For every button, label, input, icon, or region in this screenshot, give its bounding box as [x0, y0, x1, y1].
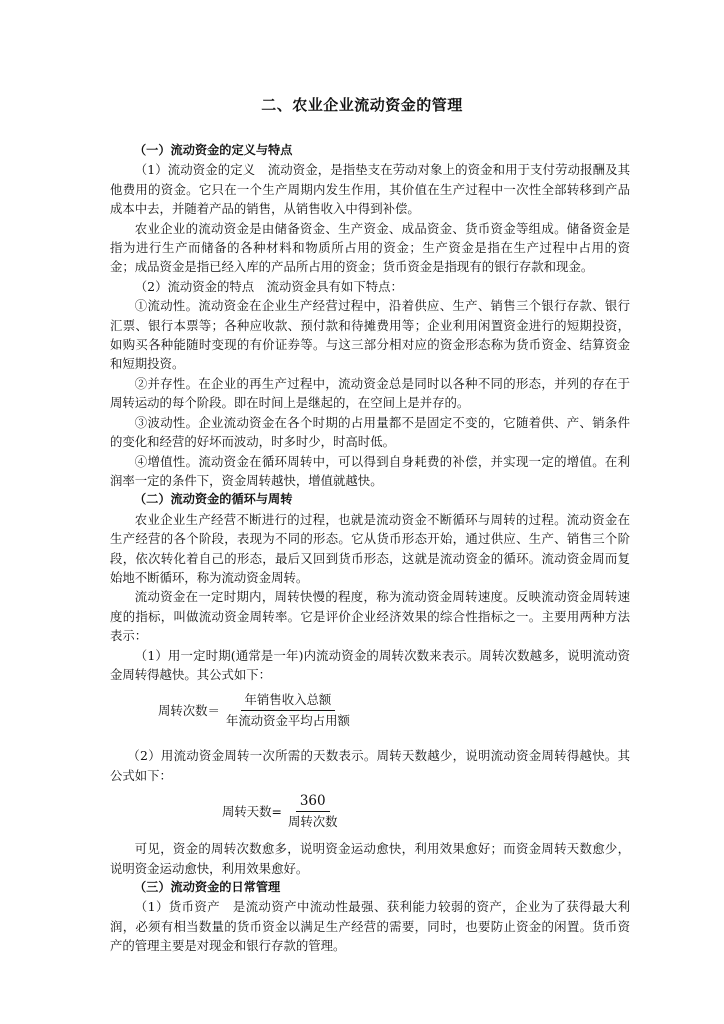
formula-turnover-days: [110, 789, 630, 833]
document-body: [110, 141, 630, 956]
formula-1-numerator: 年销售收入总额: [241, 692, 336, 711]
paragraph-definition: （1）流动资金的定义 流动资金，是指垫支在劳动对象上的资金和用于支付劳动报酬及其他费用的资金。它只在一个生产周期内发生作用，其价值在生产过程中一次性全部转移到产品成本中去，并随着产品的销售，从销售收入中得到补偿。: [110, 162, 630, 217]
paragraph-method-1: （1）用一定时期(通常是一年)内流动资金的周转次数来表示。周转次数越多，说明流动资金周转得越快。其公式如下：: [110, 647, 630, 682]
paragraph-coexistence: ②并存性。在企业的再生产过程中，流动资金总是同时以各种不同的形态，并列的存在于周转运动的每个阶段。即在时间上是继起的，在空间上是并存的。: [110, 375, 630, 411]
formula-turnover-count: [110, 686, 630, 734]
page-title: 二、农业企业流动资金的管理: [261, 96, 463, 114]
paragraph-method-2: （2）用流动资金周转一次所需的天数表示。周转天数越少，说明流动资金周转得越快。其公式如下：: [110, 748, 630, 783]
section-heading-2: （二）流动资金的循环与周转: [134, 492, 293, 507]
paragraph-characteristics-intro: （2）流动资金的特点 流动资金具有如下特点：: [134, 278, 403, 294]
section-heading-1: （一）流动资金的定义与特点: [134, 143, 293, 157]
paragraph-volatility: ③波动性。企业流动资金在各个时期的占用量都不是固定不变的，它随着供、产、销条件的变化和经营的好坏而波动，时多时少，时高时低。: [110, 414, 630, 450]
paragraph-liquidity: ①流动性。流动资金在企业生产经营过程中，沿着供应、生产、销售三个银行存款、银行汇票、银行本票等；各种应收款、预付款和待摊费用等；企业利用闲置资金进行的短期投资，如购买各种能随时变现的有价证券等。与这三部分相对应的资金形态称为货币资金、结算资金和短期投资。: [110, 298, 630, 372]
formula-1-lhs: 周转次数＝: [158, 703, 220, 719]
formula-1-fraction: [222, 692, 354, 729]
paragraph-conclusion: 可见，资金的周转次数愈多，说明资金运动愈快，利用效果愈好；而资金周转天数愈少，说明资金运动愈快，利用效果愈好。: [110, 841, 630, 876]
paragraph-turnover-speed: 流动资金在一定时期内，周转快慢的程度，称为流动资金周转速度。反映流动资金周转速度的指标，叫做流动资金周转率。它是评价企业经济效果的综合性指标之一。主要用两种方法表示：: [110, 589, 630, 644]
formula-2-lhs: 周转天数=: [222, 804, 282, 820]
formula-2-denominator: 周转次数: [287, 813, 338, 829]
paragraph-circulation: 农业企业生产经营不断进行的过程，也就是流动资金不断循环与周转的过程。流动资金在生产经营的各个阶段，表现为不同的形态。它从货币形态开始，通过供应、生产、销售三个阶段，依次转化着自己的形态，最后又回到货币形态，这就是流动资金的循环。流动资金周而复始地不断循环，称为流动资金周转。: [110, 511, 630, 585]
formula-2-numerator: 360: [296, 793, 330, 812]
paragraph-appreciation: ④增值性。流动资金在循环周转中，可以得到自身耗费的补偿，并实现一定的增值。在利润率一定的条件下，资金周转越快，增值就越快。: [110, 453, 630, 488]
formula-1-denominator: 年流动资金平均占用额: [225, 712, 350, 728]
formula-2-fraction: [284, 793, 342, 830]
paragraph-composition: 农业企业的流动资金是由储备资金、生产资金、成品资金、货币资金等组成。储备资金是指为进行生产而储备的各种材料和物质所占用的资金；生产资金是指在生产过程中占用的资金；成品资金是指已经入库的产品所占用的资金；货币资金是指现有的银行存款和现金。: [110, 220, 630, 275]
paragraph-monetary-assets: （1）货币资产 是流动资产中流动性最强、获利能力较弱的资产，企业为了获得最大利润，必须有相当数量的货币资金以满足生产经营的需要，同时，也要防止资金的闲置。货币资产的管理主要是对现金和银行存款的管理。: [110, 899, 630, 954]
section-heading-3: （三）流动资金的日常管理: [134, 880, 281, 894]
